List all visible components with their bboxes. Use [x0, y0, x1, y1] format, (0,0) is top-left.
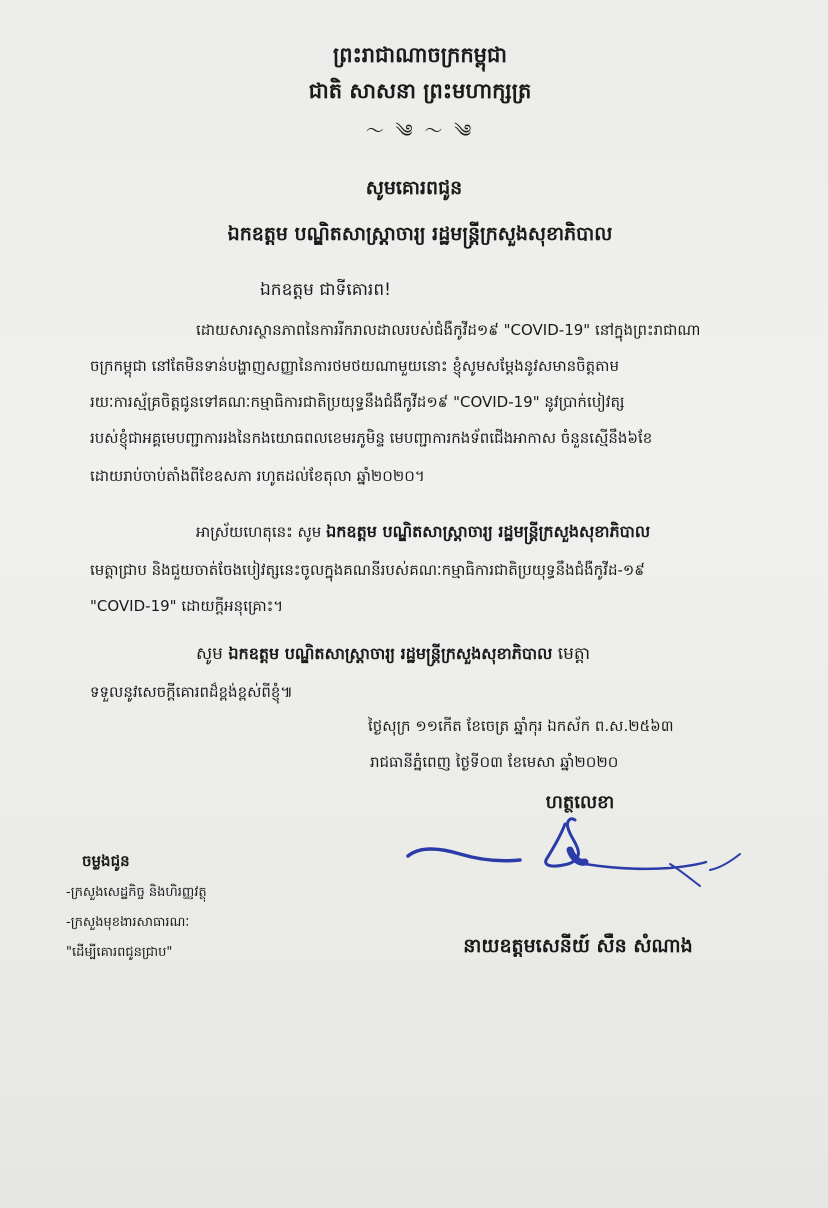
paragraph3-line2: ទទួលនូវសេចក្ដីគោរពដ៏ខ្ពង់ខ្ពស់ពីខ្ញុំ៕: [90, 683, 293, 701]
paragraph1-line3: រយៈការស្ម័គ្រចិត្តជូនទៅគណៈកម្មាធិការជាតិប្រយុទ្ធនឹងជំងឺកូវីដ១៩ "COVID-19" នូវប្រាក់បៀវត្ស: [90, 393, 625, 411]
greeting-line: សូមគោរពជូន: [365, 177, 463, 199]
paragraph2-lead: អាស្រ័យហេតុនេះ សូម: [196, 523, 322, 541]
paragraph2-line2: មេត្តាជ្រាប និងជួយចាត់ចែងបៀវត្សនេះចូលក្នុងគណនីរបស់គណៈកម្មាធិការជាតិប្រយុទ្ធនឹងជំងឺកូវីដ-១៩: [90, 561, 645, 579]
paragraph1-line5: ដោយរាប់ចាប់តាំងពីខែឧសភា រហូតដល់ខែតុលា ឆ្នាំ២០២០។: [90, 467, 425, 485]
paragraph2-recipient: ឯកឧត្តម បណ្ឌិតសាស្ត្រាចារ្យ រដ្ឋមន្ត្រីក្រសួងសុខាភិបាល: [326, 522, 651, 541]
cc-item-1: -ក្រសួងសេដ្ឋកិច្ច និងហិរញ្ញវត្ថុ: [66, 885, 207, 900]
paragraph3-tail: មេត្តា: [557, 644, 591, 664]
heading-ornament: 〜 ༄ 〜 ༄: [365, 121, 475, 142]
kingdom-heading: ព្រះរាជាណាចក្រកម្ពុជា: [332, 43, 507, 67]
solar-date: រាជធានីភ្នំពេញ ថ្ងៃទី០៣ ខែមេសា ឆ្នាំ២០២០: [370, 753, 619, 771]
paragraph3-lead: សូម: [196, 644, 223, 664]
cc-item-2: -ក្រសួងមុខងារសាធារណៈ: [66, 915, 190, 930]
national-motto: ជាតិ សាសនា ព្រះមហាក្សត្រ: [308, 79, 532, 103]
recipient-line: ឯកឧត្តម បណ្ឌិតសាស្ត្រាចារ្យ រដ្ឋមន្ត្រីក្រសួងសុខាភិបាល: [227, 223, 613, 245]
paragraph2-line1: [196, 522, 650, 542]
paragraph1-line1: ដោយសារស្ថានភាពនៃការរីករាលដាលរបស់ជំងឺកូវីដ១៩ "COVID-19" នៅក្នុងព្រះរាជាណា: [196, 321, 701, 339]
paragraph3-recipient: ឯកឧត្តម បណ្ឌិតសាស្ត្រាចារ្យ រដ្ឋមន្ត្រីក្រសួងសុខាភិបាល: [228, 644, 553, 663]
signer-name: នាយឧត្តមសេនីយ៍ សឺន សំណាង: [463, 935, 693, 957]
paragraph1-line2: ចក្រកម្ពុជា នៅតែមិនទាន់បង្ហាញសញ្ញានៃការថមថយណាមួយនោះ ខ្ញុំសូមសម្ដែងនូវសមានចិត្តតាម: [90, 357, 619, 375]
cc-title: ចម្លងជូន: [82, 852, 130, 870]
paragraph3-line1: [196, 644, 590, 664]
paragraph2-line3: "COVID-19" ដោយក្ដីអនុគ្រោះ។: [90, 597, 284, 615]
cc-item-3: "ដើម្បីគោរពជូនជ្រាប": [66, 945, 173, 960]
lunar-date: ថ្ងៃសុក្រ ១១កើត ខែចេត្រ ឆ្នាំកុរ ឯកស័ក ព.ស.២៥៦៣: [368, 717, 674, 735]
signature-label: ហត្ថលេខា: [545, 792, 615, 813]
handwritten-signature: [400, 798, 760, 908]
salutation: ឯកឧត្តម ជាទីគោរព!: [260, 280, 391, 300]
paragraph1-line4: របស់ខ្ញុំជាអគ្គមេបញ្ជាការរងនៃកងយោធពលខេមរភូមិន្ទ មេបញ្ជាការកងទ័ពជើងអាកាស ចំនួនស្មើនឹង៦ខែ: [90, 429, 653, 447]
